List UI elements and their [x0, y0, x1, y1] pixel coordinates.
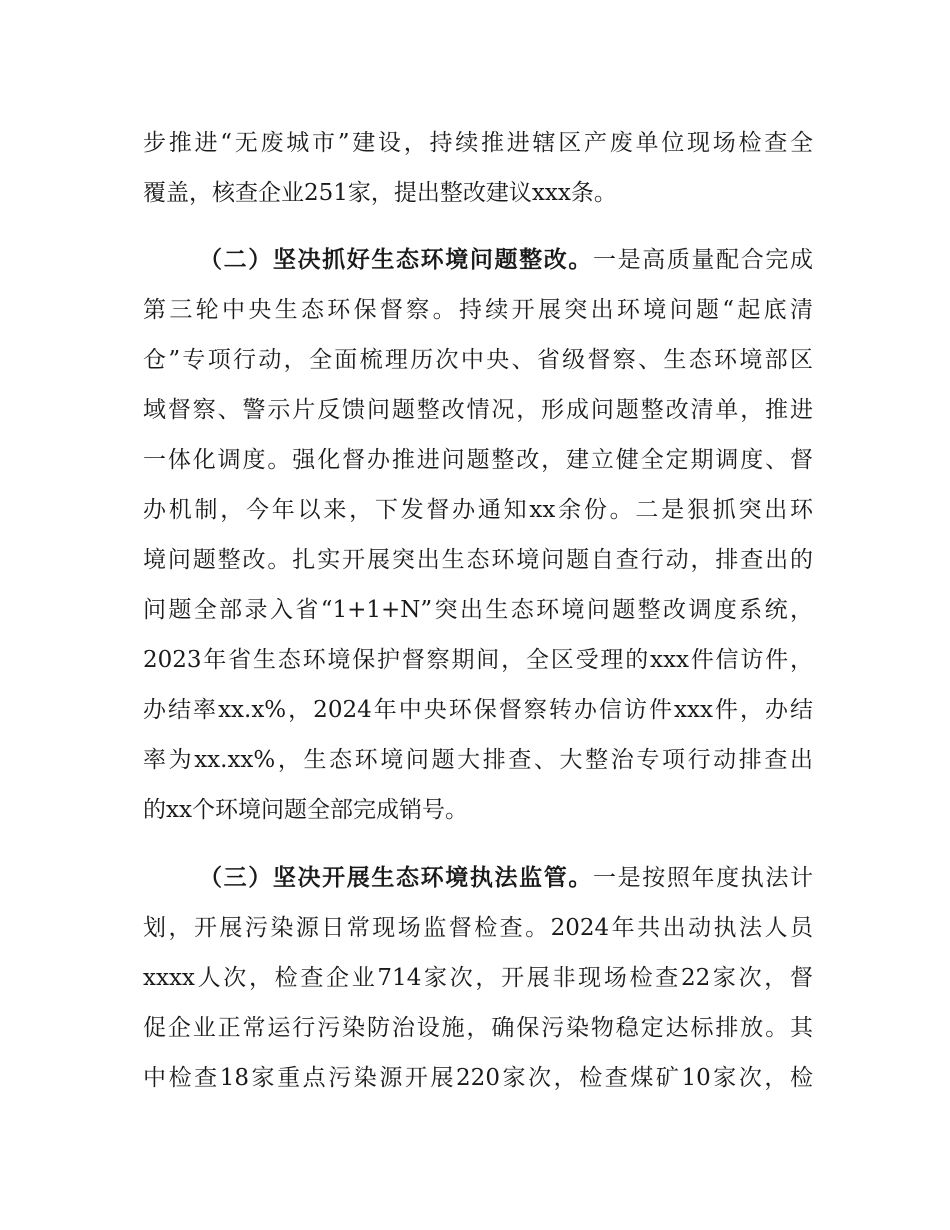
p3-heading: （三）坚决开展生态环境执法监管。	[199, 865, 593, 891]
p3-line-4: 促企业正常运行污染防治设施，确保污染物稳定达标排放。其	[143, 1015, 813, 1041]
p3-line-5: 中检查18家重点污染源开展220家次，检查煤矿10家次，检	[143, 1065, 813, 1091]
p2-heading: （二）坚决抓好生态环境问题整改。	[199, 247, 593, 273]
p3-line-1-rest: 一是按照年度执法计	[593, 865, 813, 891]
p2-line-1	[199, 240, 813, 280]
p2-line-3: 仓”专项行动，全面梳理历次中央、省级督察、生态环境部区	[143, 347, 813, 373]
p2-line-12: 的xx个环境问题全部完成销号。	[143, 797, 468, 823]
p2-line-6: 办机制，今年以来，下发督办通知xx余份。二是狠抓突出环	[143, 497, 813, 523]
p2-line-5: 一体化调度。强化督办推进问题整改，建立健全定期调度、督	[143, 447, 813, 473]
p3-line-2: 划，开展污染源日常现场监督检查。2024年共出动执法人员	[143, 915, 813, 941]
p2-line-8: 问题全部录入省“1+1+N”突出生态环境问题整改调度系统，	[143, 597, 813, 623]
p2-line-2: 第三轮中央生态环保督察。持续开展突出环境问题“起底清	[143, 297, 813, 323]
p3-line-1	[199, 858, 813, 898]
p1-line-2: 覆盖，核查企业251家，提出整改建议xxx条。	[143, 180, 617, 206]
p2-line-10: 办结率xx.x%，2024年中央环保督察转办信访件xxx件，办结	[143, 697, 813, 723]
p2-line-1-rest: 一是高质量配合完成	[593, 247, 813, 273]
p2-line-11: 率为xx.xx%，生态环境问题大排查、大整治专项行动排查出	[143, 747, 813, 773]
p2-line-9: 2023年省生态环境保护督察期间，全区受理的xxx件信访件，	[143, 647, 813, 673]
p3-line-3: xxxx人次，检查企业714家次，开展非现场检查22家次，督	[143, 965, 813, 991]
p1-line-1: 步推进“无废城市”建设，持续推进辖区产废单位现场检查全	[143, 130, 813, 156]
p2-line-7: 境问题整改。扎实开展突出生态环境问题自查行动，排查出的	[143, 547, 813, 573]
p2-line-4: 域督察、警示片反馈问题整改情况，形成问题整改清单，推进	[143, 397, 813, 423]
